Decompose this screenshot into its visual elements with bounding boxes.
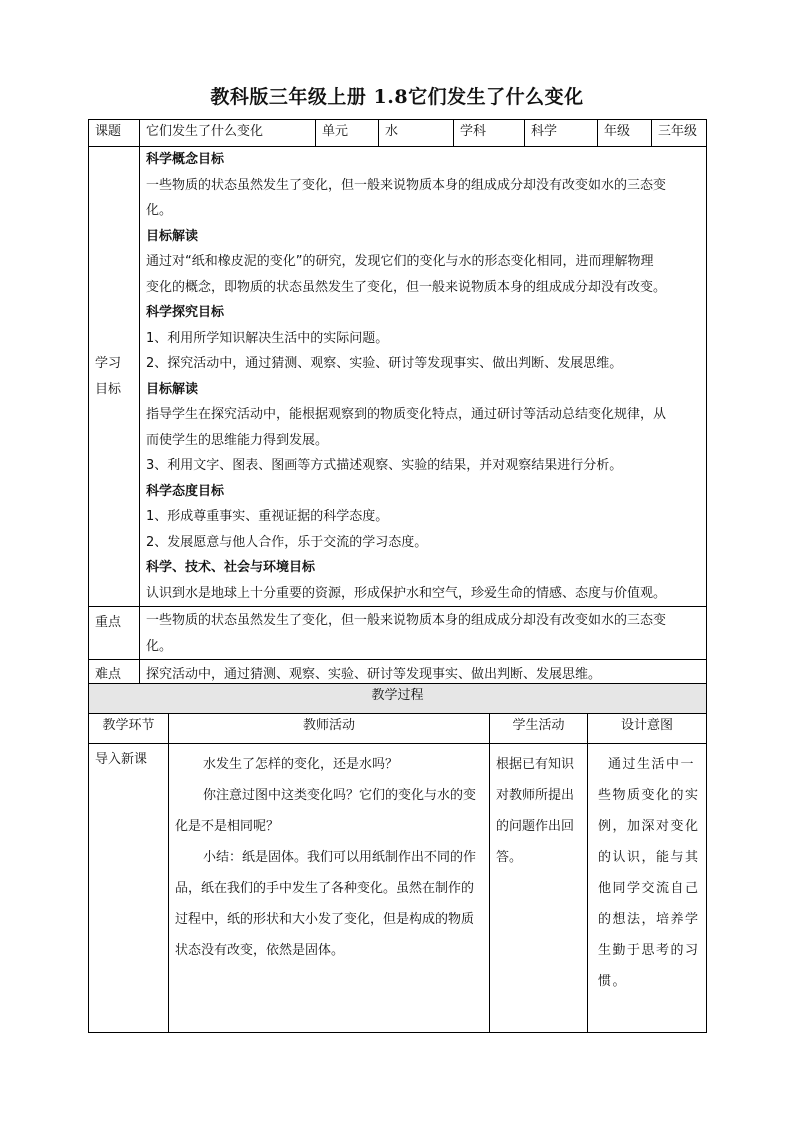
goal-line: 指导学生在探究活动中，能根据观察到的物质变化特点，通过研讨等活动总结变化规律，从 (146, 407, 667, 422)
teacher-activity (169, 744, 490, 1033)
header-teacher: 教师活动 (169, 714, 490, 744)
process-header-row (89, 714, 707, 744)
grade-label: 年级 (598, 120, 652, 147)
goals-label-line2: 目标 (95, 381, 122, 397)
design-intent: 通过生活中一些物质变化的实例，加深对变化的认识，能与其他同学交流自己的想法，培养学生勤于思考的习惯。 (588, 744, 707, 1033)
goal-line: 变化的概念，即物质的状态虽然发生了变化，但一般来说物质本身的组成成分却没有改变。 (146, 279, 667, 295)
goal-line: 化。 (146, 203, 173, 218)
info-row (89, 120, 707, 147)
goal-line: 认识到水是地球上十分重要的资源，形成保护水和空气，珍爱生命的情感、态度与价值观。 (146, 585, 667, 601)
header-step: 教学环节 (89, 714, 169, 744)
goal-line: 科学态度目标 (146, 483, 225, 499)
goal-line: 而使学生的思维能力得到发展。 (146, 432, 329, 448)
goal-line: 3、利用文字、图表、图画等方式描述观察、实验的结果，并对观察结果进行分析。 (146, 458, 623, 473)
topic-label: 课题 (89, 120, 140, 147)
goal-line: 1、利用所学知识解决生活中的实际问题。 (146, 330, 389, 346)
goals-content (140, 147, 707, 607)
unit-value: 水 (379, 120, 454, 147)
subject-label: 学科 (454, 120, 525, 147)
process-title: 教学过程 (89, 684, 707, 714)
difficulty-content: 探究活动中，通过猜测、观察、实验、研讨等发现事实、做出判断、发展思维。 (140, 660, 707, 686)
goals-row (89, 147, 707, 607)
goal-line: 科学概念目标 (146, 152, 225, 167)
goal-line: 2、发展愿意与他人合作，乐于交流的学习态度。 (146, 534, 428, 550)
goal-line: 通过对“纸和橡皮泥的变化”的研究，发现它们的变化与水的形态变化相同，进而理解物理 (146, 254, 654, 269)
unit-label: 单元 (316, 120, 379, 147)
student-activity: 根据已有知识对教师所提出的问题作出回答。 (490, 744, 588, 1033)
goal-line: 目标解读 (146, 228, 199, 244)
process-title-row (89, 684, 707, 714)
subject-value: 科学 (525, 120, 598, 147)
teacher-paragraph: 小结：纸是固体。我们可以用纸制作出不同的作品，纸在我们的手中发生了各种变化。虽然在制作的过程中，纸的形状和大小发了变化，但是构成的物质状态没有改变，依然是固体。 (175, 850, 477, 958)
lesson-plan-table (88, 119, 707, 686)
key-points-line: 一些物质的状态虽然发生了变化，但一般来说物质本身的组成成分却没有改变如水的三态变 (146, 613, 667, 628)
header-student: 学生活动 (490, 714, 588, 744)
teacher-paragraph: 水发生了怎样的变化，还是水吗？ (203, 757, 399, 772)
topic-value: 它们发生了什么变化 (140, 120, 316, 147)
difficulty-label: 难点 (89, 660, 140, 686)
goal-line: 科学、技术、社会与环境目标 (146, 560, 316, 575)
goal-line: 1、形成尊重事实、重视证据的科学态度。 (146, 509, 389, 524)
grade-value: 三年级 (652, 120, 707, 147)
goal-line: 目标解读 (146, 381, 199, 397)
goal-line: 一些物质的状态虽然发生了变化，但一般来说物质本身的组成成分却没有改变如水的三态变 (146, 177, 667, 193)
goals-label-line1: 学习 (95, 355, 122, 371)
header-design: 设计意图 (588, 714, 707, 744)
difficulty-row (89, 660, 707, 686)
document-title: 教科版三年级上册 1.8它们发生了什么变化 (210, 86, 584, 108)
key-points-row (89, 607, 707, 660)
goals-label (89, 147, 140, 607)
goal-line: 2、探究活动中，通过猜测、观察、实验、研讨等发现事实、做出判断、发展思维。 (146, 356, 623, 371)
key-points-content (140, 607, 707, 660)
teaching-process-table (88, 683, 707, 1033)
key-points-line: 化。 (146, 638, 173, 654)
step-cell: 导入新课 (89, 744, 169, 1033)
teacher-paragraph: 你注意过图中这类变化吗？它们的变化与水的变化是不是相同呢？ (175, 788, 477, 834)
goal-line: 科学探究目标 (146, 305, 225, 320)
key-points-label: 重点 (89, 607, 140, 660)
process-row (89, 744, 707, 1033)
